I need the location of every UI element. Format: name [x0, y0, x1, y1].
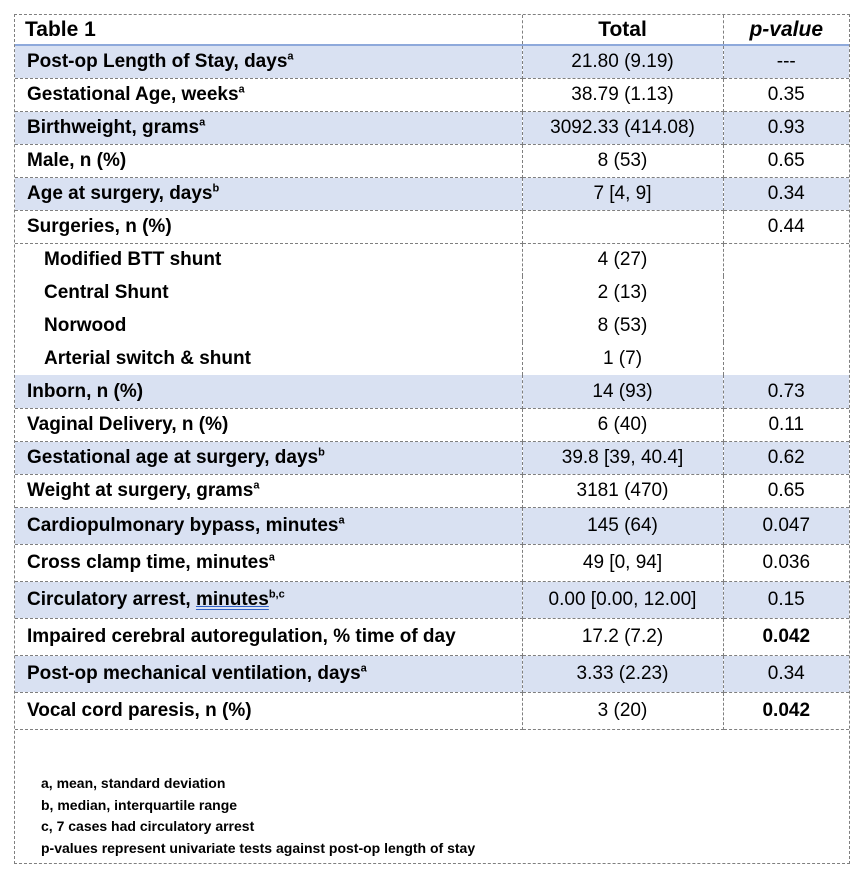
table-row	[15, 692, 849, 729]
row-total-value: 17.2 (7.2)	[522, 618, 723, 655]
table-row	[15, 342, 849, 375]
row-label	[15, 144, 522, 177]
row-label-superscript: b	[212, 182, 220, 195]
row-total-value: 4 (27)	[522, 243, 723, 276]
table-row	[15, 45, 849, 78]
footnote-c: c, 7 cases had circulatory arrest	[41, 818, 255, 834]
table-row	[15, 618, 849, 655]
row-label	[15, 177, 522, 210]
row-label-text: Age at surgery, days	[27, 183, 213, 204]
row-label-text: Vaginal Delivery, n (%)	[27, 414, 229, 435]
row-total-value: 0.00 [0.00, 12.00]	[522, 581, 723, 618]
table-title: Table 1	[15, 15, 522, 45]
table-row	[15, 441, 849, 474]
row-label-underlined-text: minutes	[195, 589, 269, 610]
row-p-value: 0.35	[723, 78, 849, 111]
table-row	[15, 177, 849, 210]
row-label	[15, 441, 522, 474]
row-total-value: 1 (7)	[522, 342, 723, 375]
row-p-value: 0.047	[723, 507, 849, 544]
table-row	[15, 210, 849, 243]
row-total-value: 21.80 (9.19)	[522, 45, 723, 78]
row-label	[15, 210, 522, 243]
row-label-superscript: a	[287, 50, 294, 63]
row-total-value: 8 (53)	[522, 144, 723, 177]
row-label-superscript: a	[253, 479, 260, 492]
row-p-value: ---	[723, 45, 849, 78]
row-label-text: Male, n (%)	[27, 150, 127, 171]
row-p-value: 0.44	[723, 210, 849, 243]
row-label-text: Birthweight, grams	[27, 117, 200, 138]
row-label-text: Post-op mechanical ventilation, days	[27, 663, 361, 684]
row-total-value: 6 (40)	[522, 408, 723, 441]
row-label-superscript: a	[338, 514, 345, 527]
table-row	[15, 111, 849, 144]
table-row	[15, 276, 849, 309]
row-label-text: Modified BTT shunt	[44, 249, 222, 271]
table-header-row	[15, 15, 849, 45]
row-p-value: 0.042	[723, 692, 849, 729]
row-p-value: 0.65	[723, 144, 849, 177]
row-label-superscript: a	[360, 662, 367, 675]
row-label	[15, 276, 522, 309]
row-p-value	[723, 243, 849, 276]
row-total-value: 3.33 (2.23)	[522, 655, 723, 692]
column-header-p-value: p-value	[723, 15, 849, 45]
row-p-value: 0.15	[723, 581, 849, 618]
table-row	[15, 78, 849, 111]
row-label	[15, 408, 522, 441]
row-label-text: Vocal cord paresis, n (%)	[27, 700, 252, 721]
column-header-total: Total	[522, 15, 723, 45]
row-p-value: 0.34	[723, 655, 849, 692]
footnote-b: b, median, interquartile range	[41, 796, 238, 813]
data-table	[15, 15, 849, 730]
row-total-value: 3181 (470)	[522, 474, 723, 507]
row-label-superscript: a	[268, 551, 275, 564]
table-body	[15, 45, 849, 729]
row-label	[15, 111, 522, 144]
table-row	[15, 375, 849, 408]
row-label	[15, 45, 522, 78]
row-p-value	[723, 309, 849, 342]
table-row	[15, 507, 849, 544]
row-label-text: Central Shunt	[44, 282, 169, 303]
table-row	[15, 474, 849, 507]
row-total-value: 2 (13)	[522, 276, 723, 309]
row-label	[15, 474, 522, 507]
row-p-value: 0.65	[723, 474, 849, 507]
row-label-text: Arterial switch & shunt	[44, 348, 251, 369]
row-p-value	[723, 276, 849, 309]
footnote-a: a, mean, standard deviation	[41, 775, 226, 791]
row-total-value: 7 [4, 9]	[522, 177, 723, 210]
row-label	[15, 581, 522, 618]
row-label-text: Weight at surgery, grams	[27, 480, 254, 501]
row-label	[15, 243, 522, 276]
row-label	[15, 78, 522, 111]
row-label	[15, 375, 522, 408]
row-p-value: 0.042	[723, 618, 849, 655]
table-footnotes	[41, 773, 475, 859]
row-p-value: 0.11	[723, 408, 849, 441]
table-row	[15, 655, 849, 692]
row-total-value: 14 (93)	[522, 375, 723, 408]
table-row	[15, 544, 849, 581]
row-label	[15, 692, 522, 729]
row-label-superscript: a	[199, 116, 206, 129]
row-p-value	[723, 342, 849, 375]
row-label	[15, 544, 522, 581]
row-p-value: 0.34	[723, 177, 849, 210]
row-label-text: Post-op Length of Stay, days	[27, 51, 288, 73]
row-label	[15, 618, 522, 655]
row-label-superscript: b	[318, 446, 325, 459]
row-total-value: 3092.33 (414.08)	[522, 111, 723, 144]
row-label-text: Inborn, n (%)	[27, 380, 144, 402]
row-label-superscript: a	[238, 83, 245, 96]
row-total-value: 145 (64)	[522, 507, 723, 544]
row-label	[15, 655, 522, 692]
row-label-text: Cardiopulmonary bypass, minutes	[27, 515, 339, 536]
row-total-value	[522, 210, 723, 243]
row-total-value: 8 (53)	[522, 309, 723, 342]
row-p-value: 0.93	[723, 111, 849, 144]
row-label-text: Impaired cerebral autoregulation, % time of day	[27, 626, 456, 647]
row-p-value: 0.036	[723, 544, 849, 581]
table-row	[15, 144, 849, 177]
row-label-superscript: b,c	[268, 588, 285, 601]
table-row	[15, 581, 849, 618]
row-total-value: 3 (20)	[522, 692, 723, 729]
table-row	[15, 243, 849, 276]
row-label-text: Gestational age at surgery, days	[27, 447, 319, 468]
row-label-text: Circulatory arrest,	[27, 589, 196, 610]
footnote-p-values: p-values represent univariate tests against post-op length of stay	[41, 839, 476, 856]
row-total-value: 49 [0, 94]	[522, 544, 723, 581]
table-row	[15, 309, 849, 342]
row-label-text: Surgeries, n (%)	[27, 216, 172, 237]
row-total-value: 39.8 [39, 40.4]	[522, 441, 723, 474]
row-total-value: 38.79 (1.13)	[522, 78, 723, 111]
row-p-value: 0.62	[723, 441, 849, 474]
row-label	[15, 507, 522, 544]
row-label	[15, 309, 522, 342]
row-label-text: Gestational Age, weeks	[27, 84, 239, 105]
row-label-text: Cross clamp time, minutes	[27, 552, 269, 573]
table-row	[15, 408, 849, 441]
row-label-text: Norwood	[44, 315, 127, 336]
row-label	[15, 342, 522, 375]
data-table-container	[14, 14, 850, 864]
row-p-value: 0.73	[723, 375, 849, 408]
